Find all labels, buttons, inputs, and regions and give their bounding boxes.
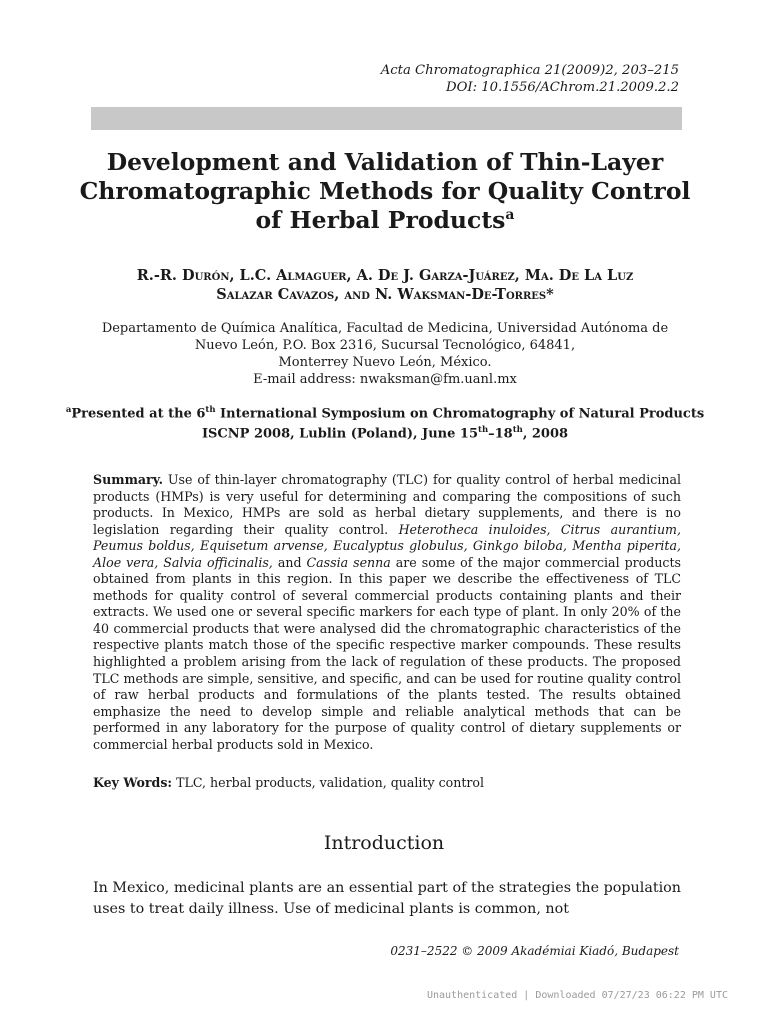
- download-stamp: Unauthenticated | Downloaded 07/27/23 06:22 PM UTC: [426, 990, 728, 1001]
- presented-text-3: ISCNP 2008, Lublin (Poland), June 15: [201, 426, 479, 442]
- presented-text-1: Presented at the 6: [71, 406, 206, 422]
- header-bar: [91, 107, 682, 130]
- authors-line-2: Salazar Cavazos, and N. Waksman-De-Torres*: [216, 286, 554, 303]
- affiliation-email: E-mail address: nwaksman@fm.uanl.mx: [253, 372, 517, 387]
- summary-text-b: and: [272, 554, 307, 570]
- presented-line-1: [60, 402, 710, 422]
- summary-species-1: Heterotheca inuloides, Citrus aurantium, Peumus boldus, Equisetum arvense, Eucalyptus globulus, Ginkgo biloba, Mentha piperita, Aloe vera, Salvia officinalis,: [93, 521, 682, 570]
- summary-species-2: Cassia senna: [306, 554, 391, 570]
- author-list: [60, 266, 710, 304]
- affiliation-line-2: Nuevo León, P.O. Box 2316, Sucursal Tecnológico, 64841,: [194, 338, 576, 353]
- keywords: [93, 774, 681, 791]
- keywords-label: Key Words:: [93, 775, 173, 790]
- presented-line-2: [60, 422, 710, 442]
- section-heading-introduction: Introduction: [323, 832, 445, 854]
- summary-label: Summary.: [93, 472, 163, 487]
- title-line-2: Chromatographic Methods for Quality Control: [79, 177, 691, 205]
- title-line-3-text: of Herbal Products: [255, 206, 506, 234]
- presented-text-2: International Symposium on Chromatography of Natural Products: [215, 406, 705, 422]
- abstract: [93, 472, 681, 753]
- title-footnote-mark: a: [505, 207, 515, 224]
- keywords-text: TLC, herbal products, validation, quality control: [172, 775, 485, 790]
- summary-text-c: are some of the major commercial products obtained from plants in this region. In this paper we describe the effectiveness of TLC methods for quality control of several commercial products containing plants and their extracts. We used one or several specific markers for each type of plant. In only 20% of the 40 commercial products that were analysed did the chromatographic characteristics of the respective plants match those of the specific respective marker compounds. These results highlighted a problem arising from the lack of regulation of these products. The proposed TLC methods are simple, sensitive, and specific, and can be used for routine quality control of raw herbal products and formulations of the plants tested. The results obtained emphasize the need to develop simple and reliable analytical methods that can be performed in any laboratory for the purpose of quality control of dietary supplements or commercial herbal products sold in Mexico.: [93, 554, 682, 752]
- paper-title: [60, 148, 710, 235]
- presented-sup-1: th: [205, 405, 216, 415]
- presented-note: [60, 402, 710, 443]
- presented-sup-3: th: [512, 425, 523, 436]
- introduction-paragraph: In Mexico, medicinal plants are an essential part of the strategies the population uses to treat daily illness. Use of medicinal plants is common, not: [93, 880, 681, 917]
- affiliation: [60, 320, 710, 388]
- title-line-1: Development and Validation of Thin-Layer: [106, 148, 664, 176]
- journal-citation: [179, 62, 679, 96]
- presented-sup-2: th: [478, 425, 489, 436]
- presented-text-5: , 2008: [522, 426, 569, 442]
- authors-line-1: R.-R. Durón, L.C. Almaguer, A. De J. Garza-Juárez, Ma. De La Luz: [136, 267, 634, 284]
- presented-text-4: –18: [488, 426, 513, 442]
- copyright-footer: 0231–2522 © 2009 Akadémiai Kiadó, Budapest: [390, 944, 679, 958]
- affiliation-line-3: Monterrey Nuevo León, México.: [278, 355, 492, 370]
- doi-line: DOI: 10.1556/AChrom.21.2009.2.2: [446, 80, 679, 95]
- summary-text-a: Use of thin-layer chromatography (TLC) for quality control of herbal medicinal products (HMPs) is very useful for determining and comparing the compositions of such products. In Mexico, HMPs are sold as herbal dietary supplements, and there is no legislation regarding their quality control.: [93, 472, 681, 537]
- journal-line: Acta Chromatographica 21(2009)2, 203–215: [380, 63, 679, 78]
- title-line-3: [60, 206, 710, 235]
- presented-mark: a: [65, 405, 72, 415]
- affiliation-line-1: Departamento de Química Analítica, Facultad de Medicina, Universidad Autónoma de: [101, 321, 669, 336]
